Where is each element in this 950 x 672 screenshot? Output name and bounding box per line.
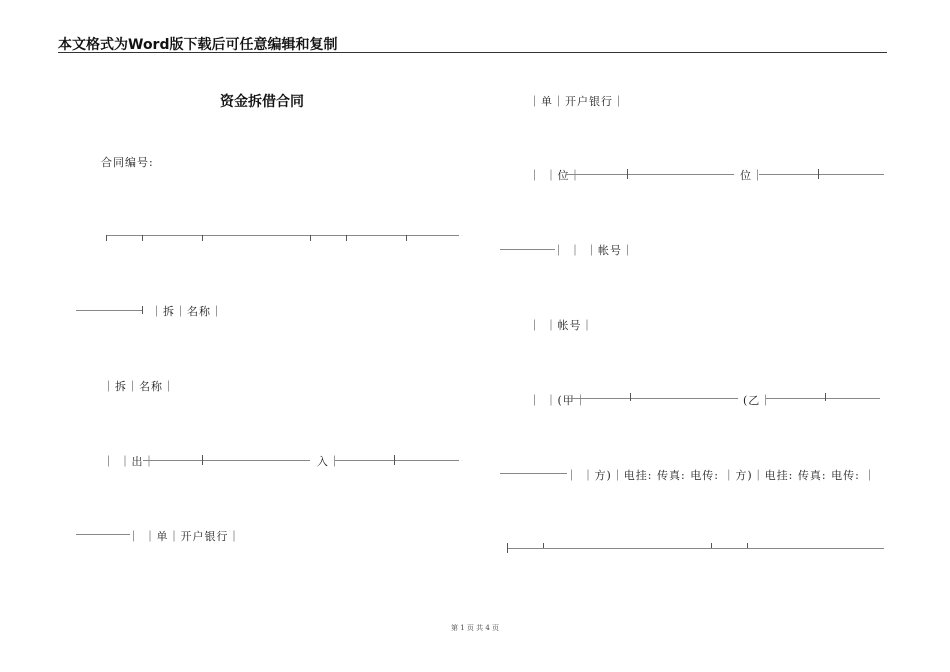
borrower-name-row: ｜拆｜名称｜ bbox=[103, 380, 175, 393]
table-tick bbox=[627, 169, 628, 179]
table-line bbox=[759, 174, 884, 175]
table-line bbox=[766, 398, 880, 399]
table-line bbox=[76, 534, 130, 535]
table-line bbox=[571, 398, 738, 399]
page-footer: 第 1 页 共 4 页 bbox=[450, 624, 500, 632]
contact-row: ｜ ｜方)｜电挂: 传真: 电传: ｜方)｜电挂: 传真: 电传: ｜ bbox=[566, 469, 877, 482]
unit-label-left: ｜ ｜位｜ bbox=[529, 169, 582, 182]
account-row-1: ｜ ｜ ｜帐号｜ bbox=[553, 244, 634, 257]
table-tick bbox=[825, 393, 826, 401]
lender-party-label: ｜ ｜出｜ bbox=[103, 455, 156, 468]
table-tick bbox=[747, 543, 748, 548]
party-b-label: (乙｜ bbox=[743, 394, 773, 407]
account-row-2: ｜ ｜帐号｜ bbox=[529, 319, 594, 332]
unit-label-right: 位｜ bbox=[740, 169, 764, 182]
lender-name-row: ｜拆｜名称｜ bbox=[151, 305, 223, 318]
document-title: 资金拆借合同 bbox=[220, 94, 304, 110]
bank-row-left: ｜ ｜单｜开户银行｜ bbox=[128, 530, 241, 543]
table-tick bbox=[630, 393, 631, 401]
table-tick bbox=[202, 235, 203, 241]
table-line bbox=[76, 310, 142, 311]
table-tick bbox=[142, 235, 143, 241]
document-header: 本文格式为Word版下载后可任意编辑和复制 bbox=[58, 37, 338, 53]
table-line bbox=[143, 460, 310, 461]
contract-number-label: 合同编号: bbox=[101, 156, 154, 169]
table-line bbox=[500, 473, 567, 474]
table-tick bbox=[543, 543, 544, 548]
table-tick bbox=[202, 455, 203, 465]
table-line bbox=[335, 460, 459, 461]
table-tick bbox=[394, 455, 395, 465]
table-line bbox=[507, 548, 884, 549]
table-tick bbox=[106, 235, 107, 241]
table-tick bbox=[711, 543, 712, 548]
table-tick bbox=[406, 235, 407, 241]
table-tick bbox=[818, 169, 819, 179]
table-tick bbox=[507, 543, 508, 553]
party-a-label: ｜ ｜(甲｜ bbox=[529, 394, 587, 407]
bank-row-right: ｜单｜开户银行｜ bbox=[529, 95, 625, 108]
borrower-party-label: 入｜ bbox=[317, 455, 341, 468]
table-tick bbox=[142, 306, 143, 314]
table-tick bbox=[346, 235, 347, 241]
header-divider bbox=[58, 52, 887, 53]
table-tick bbox=[310, 235, 311, 241]
table-line bbox=[567, 174, 734, 175]
table-line bbox=[500, 249, 555, 250]
